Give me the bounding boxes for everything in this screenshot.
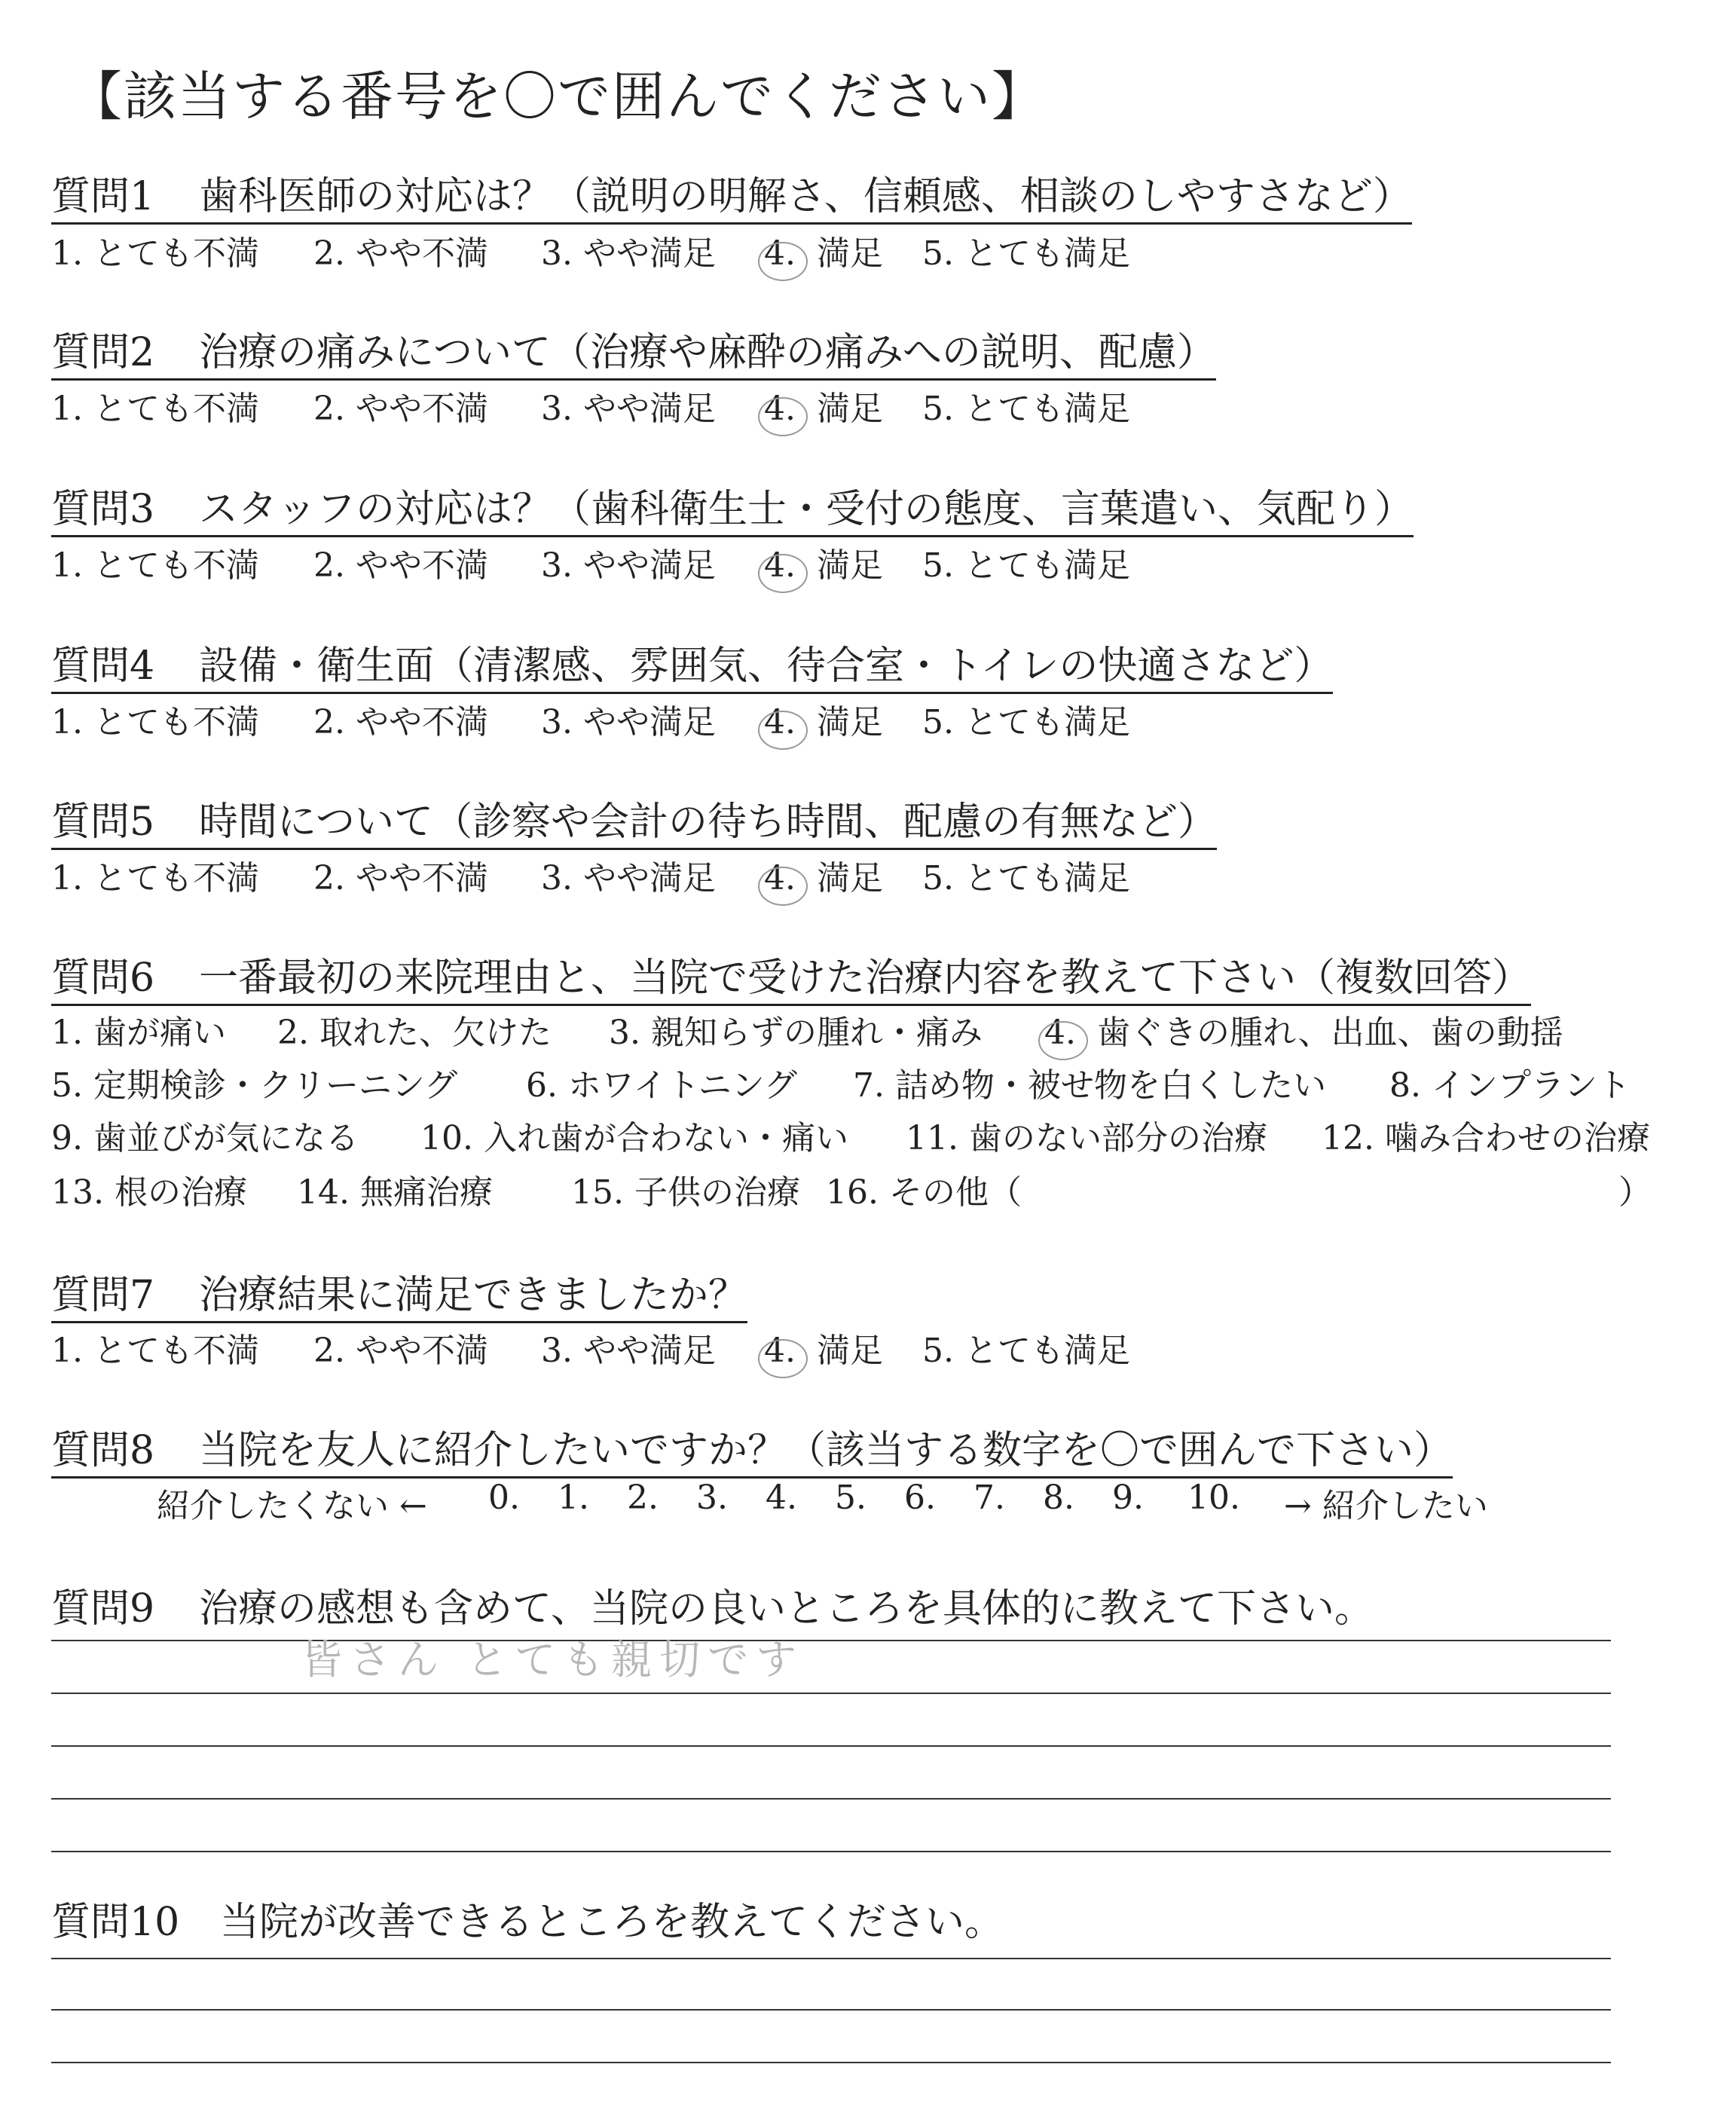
question-number: 質問1 xyxy=(51,174,155,219)
scale-option-9[interactable]: 9. xyxy=(1112,1479,1144,1517)
option-3[interactable]: 3. やや満足 xyxy=(541,390,716,428)
option-3[interactable]: 3. やや満足 xyxy=(541,1332,716,1370)
answer-line[interactable] xyxy=(51,1745,1611,1747)
question-text: 一番最初の来院理由と、当院で受けた治療内容を教えて下さい（複数回答） xyxy=(199,956,1532,1001)
option-4-selected[interactable]: 4. 歯ぐきの腫れ、出血、歯の動揺 xyxy=(1044,1005,1563,1053)
question-number: 質問6 xyxy=(51,956,155,1001)
selection-circle xyxy=(758,1339,808,1378)
question-text: スタッフの対応は？（歯科衛生士・受付の態度、言葉遣い、気配り） xyxy=(199,487,1414,532)
option-13[interactable]: 13. 根の治療 xyxy=(51,1173,247,1212)
question-8-heading xyxy=(51,1418,1453,1479)
option-2[interactable]: 2. やや不満 xyxy=(313,1332,488,1370)
option-4-selected[interactable]: 4. 満足 xyxy=(764,695,883,743)
question-text: 治療結果に満足できましたか？ xyxy=(199,1273,748,1318)
option-1[interactable]: 1. とても不満 xyxy=(51,390,259,428)
option-3[interactable]: 3. やや満足 xyxy=(541,859,716,898)
selection-circle xyxy=(758,711,808,750)
question-text: 歯科医師の対応は？（説明の明解さ、信頼感、相談のしやすさなど） xyxy=(199,174,1412,219)
option-3[interactable]: 3. やや満足 xyxy=(541,546,716,585)
answer-line[interactable] xyxy=(51,1958,1611,1959)
scale-option-7[interactable]: 7. xyxy=(973,1479,1005,1517)
scale-left-label: 紹介したくない ← xyxy=(157,1487,427,1525)
option-1[interactable]: 1. 歯が痛い xyxy=(51,1014,226,1052)
question-text: 設備・衛生面（清潔感、雰囲気、待合室・トイレの快適さなど） xyxy=(199,644,1334,689)
scale-right-label: → 紹介したい xyxy=(1284,1487,1488,1525)
question-6-heading xyxy=(51,946,1531,1006)
option-2[interactable]: 2. やや不満 xyxy=(313,859,488,898)
option-5[interactable]: 5. とても満足 xyxy=(922,390,1130,428)
option-14[interactable]: 14. 無痛治療 xyxy=(297,1173,493,1212)
scale-option-3[interactable]: 3. xyxy=(696,1479,728,1517)
handwritten-answer: 皆さん とても親切です xyxy=(301,1636,805,1683)
option-4-selected[interactable]: 4. 満足 xyxy=(764,851,883,899)
option-1[interactable]: 1. とても不満 xyxy=(51,234,259,273)
option-4-selected[interactable]: 4. 満足 xyxy=(764,381,883,430)
answer-line[interactable] xyxy=(51,1798,1611,1800)
question-10-heading xyxy=(51,1890,1004,1948)
question-number: 質問3 xyxy=(51,487,155,532)
question-5-heading xyxy=(51,790,1217,850)
option-10[interactable]: 10. 入れ歯が合わない・痛い xyxy=(420,1119,848,1157)
question-2-heading xyxy=(51,320,1216,381)
option-3[interactable]: 3. やや満足 xyxy=(541,234,716,273)
question-number: 質問4 xyxy=(51,644,155,689)
scale-option-4[interactable]: 4. xyxy=(766,1479,797,1517)
option-2[interactable]: 2. やや不満 xyxy=(313,703,488,742)
selection-circle xyxy=(758,867,808,906)
option-5[interactable]: 5. とても満足 xyxy=(922,546,1130,585)
question-number: 質問8 xyxy=(51,1428,155,1473)
option-5[interactable]: 5. とても満足 xyxy=(922,859,1130,898)
question-9-heading xyxy=(51,1576,1374,1634)
question-number: 質問10 xyxy=(51,1900,180,1945)
option-3[interactable]: 3. やや満足 xyxy=(541,703,716,742)
question-number: 質問9 xyxy=(51,1586,155,1631)
option-4-selected[interactable]: 4. 満足 xyxy=(764,1323,883,1372)
option-8[interactable]: 8. インプラント xyxy=(1389,1066,1631,1105)
option-2[interactable]: 2. やや不満 xyxy=(313,546,488,585)
selection-circle xyxy=(1038,1021,1088,1060)
option-7[interactable]: 7. 詰め物・被せ物を白くしたい xyxy=(853,1066,1326,1105)
question-number: 質問5 xyxy=(51,800,155,845)
option-16-other[interactable]: 16. その他（ xyxy=(826,1173,1022,1212)
scale-option-2[interactable]: 2. xyxy=(627,1479,659,1517)
question-text: 時間について（診察や会計の待ち時間、配慮の有無など） xyxy=(199,800,1217,845)
option-4-selected[interactable]: 4. 満足 xyxy=(764,226,883,274)
question-7-heading xyxy=(51,1263,747,1323)
option-5[interactable]: 5. とても満足 xyxy=(922,234,1130,273)
instruction-title: 【該当する番号を〇で囲んでください】 xyxy=(69,66,1046,127)
answer-line[interactable] xyxy=(51,1640,1611,1641)
option-12[interactable]: 12. 噛み合わせの治療 xyxy=(1322,1119,1650,1157)
question-text: 治療の痛みについて（治療や麻酔の痛みへの説明、配慮） xyxy=(199,330,1216,375)
option-1[interactable]: 1. とても不満 xyxy=(51,546,259,585)
option-2[interactable]: 2. やや不満 xyxy=(313,234,488,273)
option-5[interactable]: 5. 定期検診・クリーニング xyxy=(51,1066,458,1105)
option-1[interactable]: 1. とても不満 xyxy=(51,859,259,898)
answer-line[interactable] xyxy=(51,1851,1611,1852)
scale-option-6[interactable]: 6. xyxy=(904,1479,936,1517)
option-2[interactable]: 2. 取れた、欠けた xyxy=(277,1014,552,1052)
other-close-paren: ） xyxy=(1618,1173,1652,1212)
option-5[interactable]: 5. とても満足 xyxy=(922,703,1130,742)
option-15[interactable]: 15. 子供の治療 xyxy=(571,1173,800,1212)
scale-option-0[interactable]: 0. xyxy=(488,1479,520,1517)
option-3[interactable]: 3. 親知らずの腫れ・痛み xyxy=(609,1014,983,1052)
answer-line[interactable] xyxy=(51,1693,1611,1694)
option-5[interactable]: 5. とても満足 xyxy=(922,1332,1130,1370)
option-9[interactable]: 9. 歯並びが気になる xyxy=(51,1119,359,1157)
option-1[interactable]: 1. とても不満 xyxy=(51,703,259,742)
option-1[interactable]: 1. とても不満 xyxy=(51,1332,259,1370)
scale-option-10[interactable]: 10. xyxy=(1187,1479,1240,1517)
question-number: 質問7 xyxy=(51,1273,155,1318)
question-3-heading xyxy=(51,477,1414,537)
question-text: 当院が改善できるところを教えてください。 xyxy=(220,1900,1004,1945)
scale-option-5[interactable]: 5. xyxy=(835,1479,866,1517)
selection-circle xyxy=(758,242,808,281)
answer-line[interactable] xyxy=(51,2062,1611,2063)
selection-circle xyxy=(758,554,808,593)
question-text: 当院を友人に紹介したいですか？（該当する数字を〇で囲んで下さい） xyxy=(199,1428,1453,1473)
option-4-selected[interactable]: 4. 満足 xyxy=(764,538,883,586)
question-4-heading xyxy=(51,634,1333,694)
scale-option-1[interactable]: 1. xyxy=(558,1479,589,1517)
selection-circle xyxy=(758,397,808,436)
question-number: 質問2 xyxy=(51,330,155,375)
question-1-heading xyxy=(51,164,1412,225)
scale-option-8[interactable]: 8. xyxy=(1043,1479,1074,1517)
option-2[interactable]: 2. やや不満 xyxy=(313,390,488,428)
option-6[interactable]: 6. ホワイトニング xyxy=(526,1066,798,1105)
answer-line[interactable] xyxy=(51,2009,1611,2011)
question-text: 治療の感想も含めて、当院の良いところを具体的に教えて下さい。 xyxy=(199,1586,1374,1631)
option-11[interactable]: 11. 歯のない部分の治療 xyxy=(906,1119,1267,1157)
